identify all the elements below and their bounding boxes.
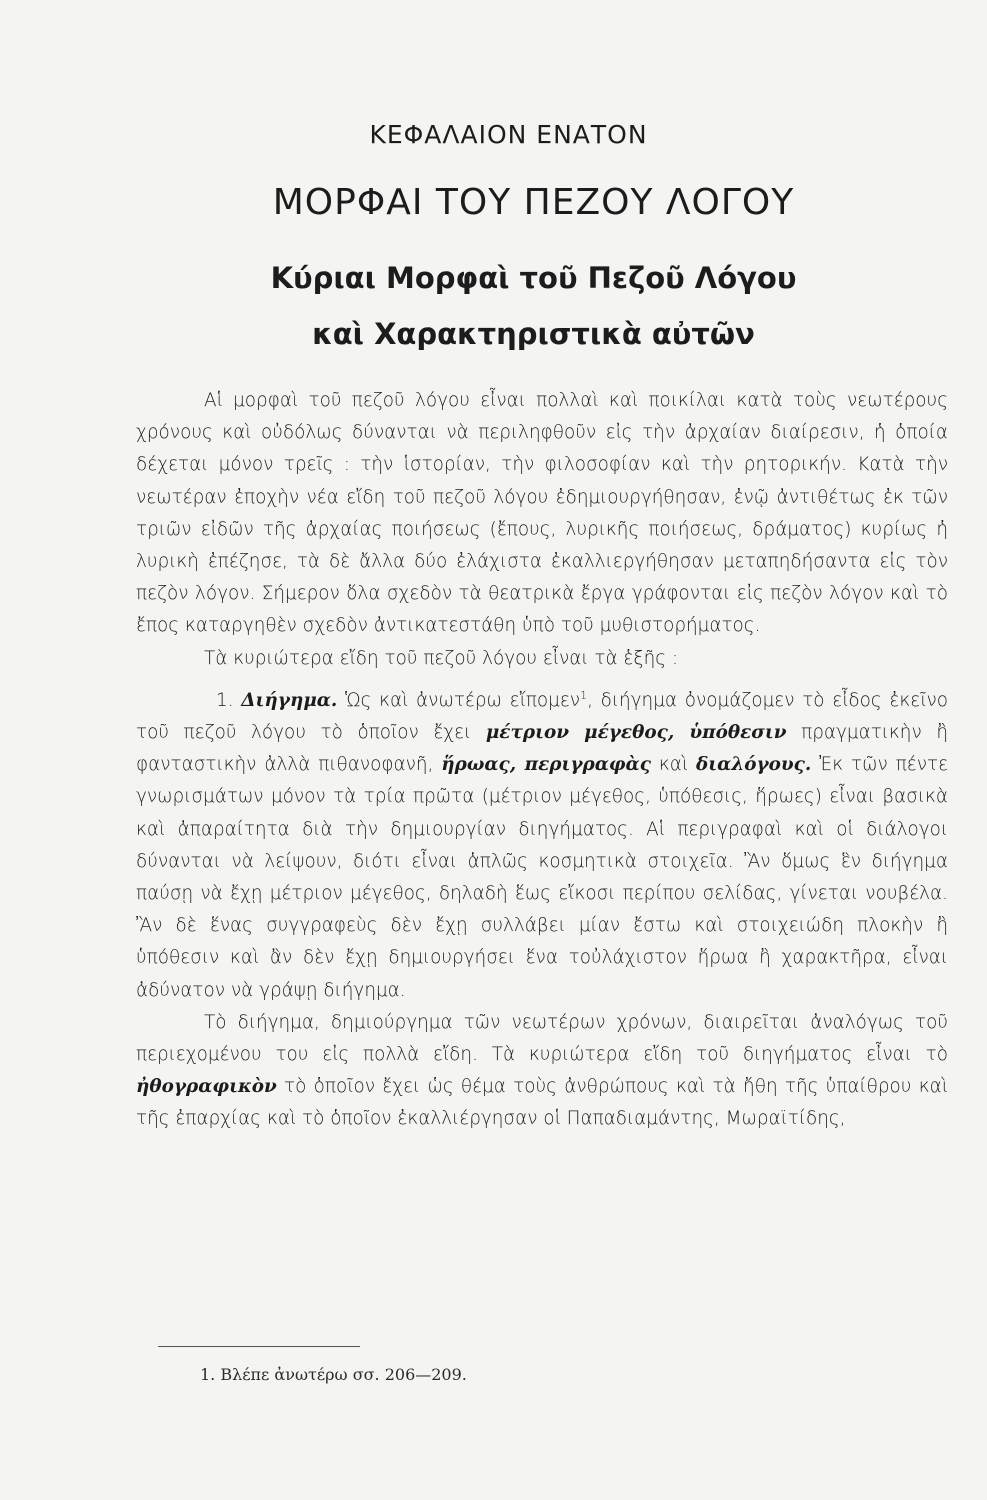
term-metrion-megethos: μέτριον μέγεθος, ὑπόθεσιν — [485, 722, 787, 744]
body-text — [136, 385, 948, 1136]
item-number: 1. — [216, 689, 234, 711]
paragraph-diegema-types — [136, 1007, 948, 1136]
paragraph-intro: Αἱ μορφαὶ τοῦ πεζοῦ λόγου εἶναι πολλαὶ καὶ ποικίλαι κατὰ τοὺς νεωτέρους χρόνους καὶ οὐδόλως δύνανται νὰ περιληφθοῦν εἰς τὴν ἀρχαίαν διαίρεσιν, ἡ ὁποία δέχεται μόνον τρεῖς : τὴν ἱστορίαν, τὴν φιλοσοφίαν καὶ τὴν ρητορικήν. Κατὰ τὴν νεωτέραν ἐποχὴν νέα εἴδη τοῦ πεζοῦ λόγου ἐδημιουργήθησαν, ἐνῷ ἀντιθέτως ἐκ τῶν τριῶν εἰδῶν τῆς ἀρχαίας ποιήσεως (ἔπους, λυρικῆς ποιήσεως, δράματος) κυρίως ἡ λυρικὴ ἐπέζησε, τὰ δὲ ἄλλα δύο ἐλάχιστα ἐκαλλιεργήθησαν μεταπηδήσαντα εἰς τὸν πεζὸν λόγον. Σήμερον ὅλα σχεδὸν τὰ θεατρικὰ ἔργα γράφονται εἰς πεζὸν λόγον καὶ τὸ ἔπος καταργηθὲν σχεδὸν ἀντικατεστάθη ὑπὸ τοῦ μυθιστορήματος. — [136, 390, 948, 637]
chapter-label: ΚΕΦΑΛΑΙΟΝ ΕΝΑΤΟΝ — [369, 120, 648, 149]
item-text-b: , διήγημα ὀνομάζομεν τὸ εἶδος ἐκεῖνο τοῦ πεζοῦ λόγου τὸ ὁποῖον ἔχει — [136, 689, 948, 744]
item-text-c: πραγματικὴν ἢ φανταστικὴν ἀλλὰ πιθανοφανῆ, — [136, 722, 948, 776]
paragraph-list-intro: Τὰ κυριώτερα εἴδη τοῦ πεζοῦ λόγου εἶναι τὰ ἑξῆς : — [204, 647, 679, 669]
footnote: 1. Βλέπε ἀνωτέρω σσ. 206—209. — [200, 1365, 467, 1384]
list-item-diegema — [136, 685, 948, 1007]
term-diegema: Διήγημα. — [241, 689, 338, 711]
section-title — [0, 250, 987, 362]
item-text-e: Ἐκ τῶν πέντε γνωρισμάτων μόνον τὰ τρία πρῶτα (μέτριον μέγεθος, ὑπόθεσις, ἥρωες) εἶναι βασικὰ καὶ ἀπαραίτητα διὰ τὴν δημιουργίαν διηγήματος. Αἱ περιγραφαὶ καὶ οἱ διάλογοι δύνανται νὰ λείψουν, διότι εἶναι ἁπλῶς κοσμητικὰ στοιχεῖα. Ἂν ὅμως ἓν διήγημα παύσῃ νὰ ἔχῃ μέτριον μέγεθος, δηλαδὴ ἕως εἴκοσι περίπου σελίδας, γίνεται νουβέλα. Ἂν δὲ ἕνας συγγραφεὺς δὲν ἔχῃ συλλάβει μίαν ἔστω καὶ στοιχειώδη πλοκὴν ἢ ὑπόθεσιν καὶ ἂν δὲν ἔχῃ δημιουργήσει ἕνα τοὐλάχιστον ἥρωα ἢ χαρακτῆρα, εἶναι ἀδύνατον νὰ γράψῃ διήγημα. — [136, 754, 949, 1001]
p3-text-a: Τὸ διήγημα, δημιούργημα τῶν νεωτέρων χρόνων, διαιρεῖται ἀναλόγως τοῦ περιεχομένου του εἰς πολλὰ εἴδη. Τὰ κυριώτερα εἴδη τοῦ διηγήματος εἶναι τὸ — [136, 1011, 948, 1066]
term-herоas: ἥρωας, περιγραφὰς — [441, 754, 651, 776]
item-text-d: καὶ — [650, 754, 696, 776]
footnote-ref[interactable]: 1 — [580, 688, 588, 702]
section-title-line-2: καὶ Χαρακτηριστικὰ αὐτῶν — [312, 317, 755, 351]
term-dialogous: διαλόγους. — [696, 754, 812, 776]
footnote-divider — [158, 1346, 360, 1347]
term-ethografikon: ἠθογραφικὸν — [136, 1076, 277, 1098]
p3-text-b: τὸ ὁποῖον ἔχει ὡς θέμα τοὺς ἀνθρώπους καὶ τὰ ἤθη τῆς ὑπαίθρου καὶ τῆς ἐπαρχίας καὶ τὸ ὁποῖον ἐκαλλιέργησαν οἱ Παπαδιαμάντης, Μωραϊτίδης, — [136, 1076, 948, 1130]
section-title-line-1: Κύριαι Μορφαὶ τοῦ Πεζοῦ Λόγου — [270, 261, 797, 295]
item-text-a: Ὡς καὶ ἀνωτέρω εἴπομεν — [337, 689, 581, 711]
chapter-title: ΜΟΡΦΑΙ ΤΟΥ ΠΕΖΟΥ ΛΟΓΟΥ — [272, 182, 795, 223]
